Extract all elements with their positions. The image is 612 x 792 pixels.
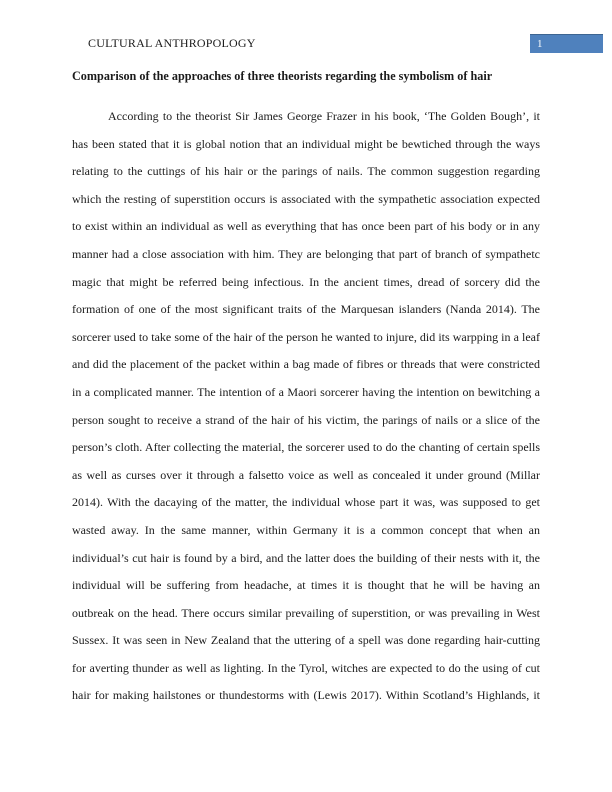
page-number-badge (530, 34, 603, 53)
paragraph-line: has been stated that it is global notion that an individual might be bewtiched through the ways (72, 136, 540, 151)
paragraph-line: person sought to receive a strand of the hair of his victim, the parings of nails or a slice of the (72, 412, 540, 427)
paragraph-line: which the resting of superstition occurs is associated with the sympathetic association expected (72, 191, 540, 206)
paragraph-line: 2014). With the dacaying of the matter, the individual whose part it was, was supposed to get (72, 495, 540, 510)
paragraph-line: for averting thunder as well as lighting. In the Tyrol, witches are expected to do the using of cut (72, 660, 540, 675)
paragraph-line: Sussex. It was seen in New Zealand that the uttering of a spell was done regarding hair-cutting (72, 633, 540, 648)
paragraph-line: in a complicated manner. The intention of a Maori sorcerer having the intention on bewitching a (72, 384, 540, 399)
paragraph-line: individual will be suffering from headache, at times it is thought that he will be having an (72, 578, 540, 593)
page-number: 1 (537, 38, 543, 50)
paragraph-line: person’s cloth. After collecting the material, the sorcerer used to do the chanting of certain spells (72, 440, 540, 455)
paragraph-line: hair for making hailstones or thundestorms with (Lewis 2017). Within Scotland’s Highlands, it (72, 688, 540, 703)
paragraph-line: relating to the cuttings of his hair or the parings of nails. The common suggestion regarding (72, 164, 540, 179)
paragraph-line: and did the placement of the packet within a bag made of fibres or threads that were constricted (72, 357, 540, 372)
paragraph-line: wasted away. In the same manner, within Germany it is a common concept that when an (72, 522, 540, 537)
paragraph-line: sorcerer used to take some of the hair of the person he wanted to injure, did its warpping in a leaf (72, 329, 540, 344)
paragraph-line: to exist within an individual as well as everything that has once been part of his body or in any (72, 219, 540, 234)
body-paragraph (72, 103, 540, 710)
paragraph-line: manner had a close association with him. They are belonging that part of branch of sympathetc (72, 246, 540, 261)
paragraph-line: According to the theorist Sir James George Frazer in his book, ‘The Golden Bough’, it (108, 109, 540, 123)
paragraph-line: as well as curses over it through a falsetto voice as well as concealed it under ground (Millar (72, 467, 540, 482)
paragraph-line: magic that might be referred being infectious. In the ancient times, dread of sorcery did the (72, 274, 540, 289)
paragraph-line: individual’s cut hair is found by a bird, and the latter does the building of their nests with it, the (72, 550, 540, 565)
paragraph-line: formation of one of the most significant traits of the Marquesan islanders (Nanda 2014). The (72, 302, 540, 317)
running-header-title: CULTURAL ANTHROPOLOGY (88, 36, 256, 50)
paragraph-line: outbreak on the head. There occurs similar prevailing of superstition, or was prevailing in West (72, 605, 540, 620)
document-heading: Comparison of the approaches of three theorists regarding the symbolism of hair (72, 69, 493, 83)
